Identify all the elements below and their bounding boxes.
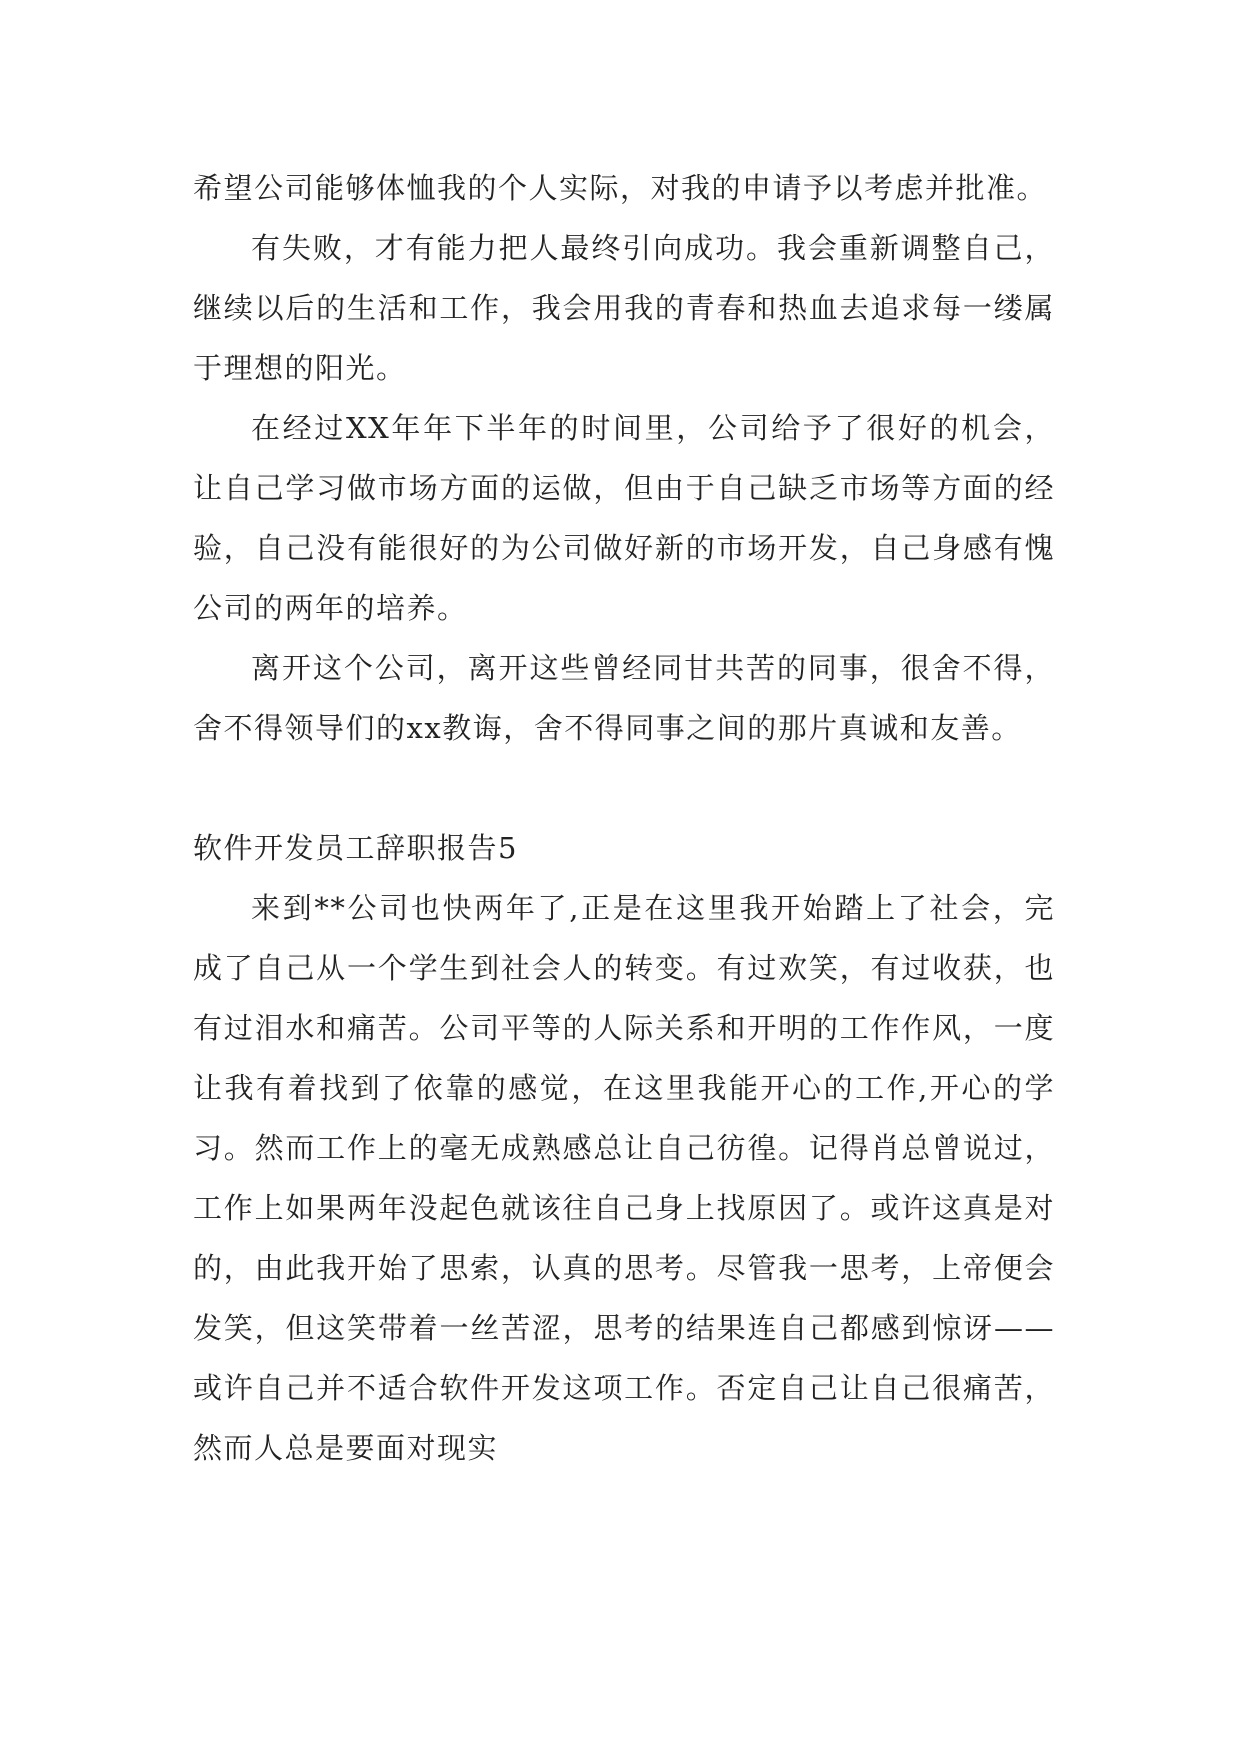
paragraph: 离开这个公司，离开这些曾经同甘共苦的同事，很舍不得，舍不得领导们的xx教诲，舍不得同事之间的那片真诚和友善。	[193, 651, 1055, 745]
paragraph: 有失败，才有能力把人最终引向成功。我会重新调整自己，继续以后的生活和工作，我会用我的青春和热血去追求每一缕属于理想的阳光。	[193, 231, 1055, 385]
document-body	[193, 158, 1055, 1478]
section-heading: 软件开发员工辞职报告5	[193, 831, 518, 865]
paragraph: 在经过XX年年下半年的时间里，公司给予了很好的机会，让自己学习做市场方面的运做，但由于自己缺乏市场等方面的经验，自己没有能很好的为公司做好新的市场开发，自己身感有愧公司的两年的培养。	[193, 411, 1055, 625]
paragraph: 来到**公司也快两年了,正是在这里我开始踏上了社会，完成了自己从一个学生到社会人的转变。有过欢笑，有过收获，也有过泪水和痛苦。公司平等的人际关系和开明的工作作风，一度让我有着找到了依靠的感觉，在这里我能开心的工作,开心的学习。然而工作上的毫无成熟感总让自己彷徨。记得肖总曾说过，工作上如果两年没起色就该往自己身上找原因了。或许这真是对的，由此我开始了思索，认真的思考。尽管我一思考，上帝便会发笑，但这笑带着一丝苦涩，思考的结果连自己都感到惊讶——或许自己并不适合软件开发这项工作。否定自己让自己很痛苦，然而人总是要面对现实	[193, 891, 1055, 1465]
paragraph-continuation: 希望公司能够体恤我的个人实际，对我的申请予以考虑并批准。	[193, 171, 1048, 205]
